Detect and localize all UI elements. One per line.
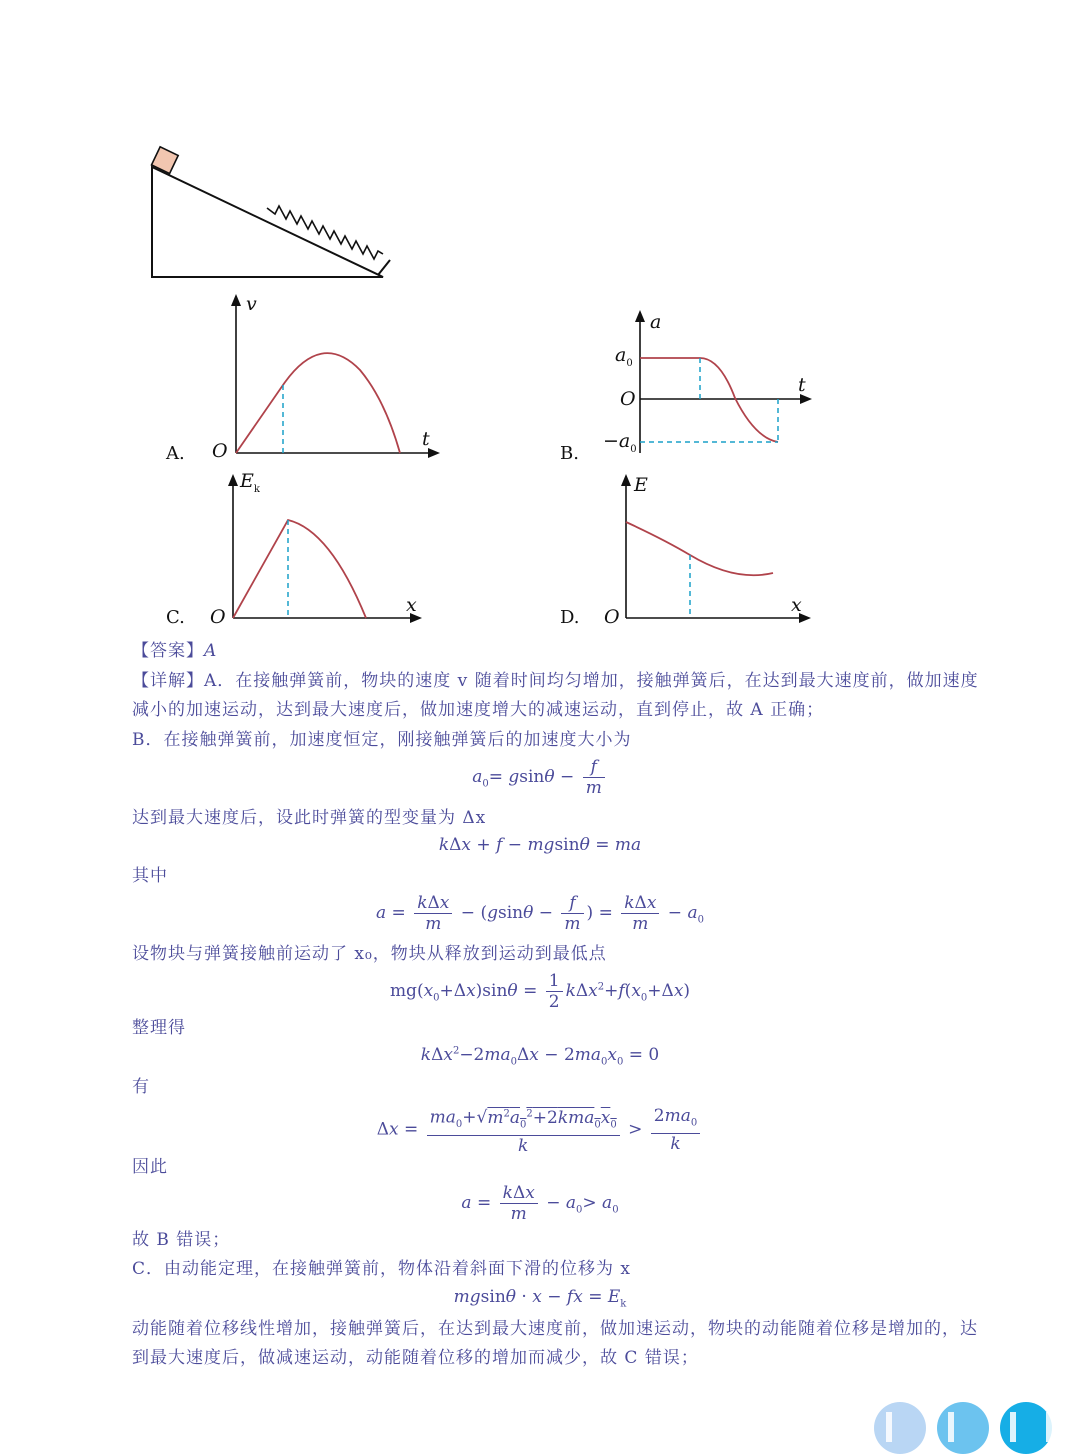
detail-paragraph-a: 【详解】A．在接触弹簧前，物块的速度 v 随着时间均匀增加，接触弹簧后，在达到最大速度前，做加速度减小的加速运动，达到最大速度后，做加速度增大的减速运动，直到停止，故 A 正确； bbox=[132, 671, 979, 720]
velocity-curve bbox=[236, 353, 400, 453]
graph-c bbox=[200, 470, 430, 630]
incline-triangle bbox=[152, 167, 383, 277]
graph-b-neg-a0-label: $-a_0$ bbox=[603, 430, 637, 455]
detail-paragraph-k: 动能随着位移线性增加，接触弹簧后，在达到最大速度前，做加速运动，物块的动能随着位移是增加的，达到最大速度后，做减速运动，动能随着位移的增加而减少，故 C 错误； bbox=[132, 1319, 978, 1368]
detail-paragraph-f: 整理得 bbox=[132, 1018, 186, 1038]
formula-energy: $mg(x_0+\Delta x)\sin\theta$ = $\frac{1}{2}$ $k\Delta x^2+f(x_0+\Delta x)$ bbox=[389, 971, 691, 1012]
graph-a-origin: O bbox=[212, 440, 228, 462]
graph-b-origin: O bbox=[620, 388, 636, 410]
decorative-dots bbox=[860, 1398, 1080, 1456]
graph-d-origin: O bbox=[604, 606, 620, 628]
graph-c-y-label: $E_k$ bbox=[240, 470, 260, 495]
formula-delta-x: Δx = $\frac{ma_0+√m^2a_0^2+2kma_0x_0}{k}$ > $\frac{2ma_0}{k}$ bbox=[0, 1104, 1080, 1156]
graph-d-x-label: x bbox=[791, 594, 802, 616]
formula-work-energy: mgsinθ · x − fx = $E_k$ bbox=[453, 1287, 627, 1310]
stopper bbox=[378, 260, 390, 275]
detail-paragraph-h: 因此 bbox=[132, 1157, 168, 1177]
detail-paragraph-e: 设物块与弹簧接触前运动了 x₀，物块从释放到运动到最低点 bbox=[132, 944, 607, 964]
graph-a bbox=[200, 290, 450, 470]
option-a-letter: A. bbox=[166, 443, 185, 464]
spring bbox=[267, 206, 383, 259]
formula-force-balance: kΔx + f − mgsinθ = ma bbox=[438, 835, 642, 855]
incline-diagram bbox=[140, 140, 400, 290]
acceleration-curve bbox=[640, 358, 778, 442]
graph-b-y-label: a bbox=[650, 311, 662, 333]
mechanical-energy-curve bbox=[626, 522, 773, 575]
detail-paragraph-d: 其中 bbox=[132, 866, 168, 886]
formula-acc-compare: a = $\frac{\text{kΔx}}{m}$ − $a_0> a_0$ bbox=[461, 1183, 619, 1224]
option-d-letter: D. bbox=[560, 607, 580, 628]
detail-paragraph-i: 故 B 错误； bbox=[132, 1230, 231, 1250]
detail-paragraph-g: 有 bbox=[132, 1077, 150, 1097]
graph-b-x-label: t bbox=[798, 374, 806, 396]
option-c-letter: C. bbox=[166, 607, 185, 628]
graph-a-y-label: v bbox=[246, 293, 257, 315]
detail-paragraph-b: B．在接触弹簧前，加速度恒定，刚接触弹簧后的加速度大小为 bbox=[132, 730, 632, 750]
graph-c-x-label: x bbox=[406, 594, 417, 616]
graph-b-a0-label: $a_0$ bbox=[615, 344, 633, 369]
formula-acceleration: a = $\frac{\text{kΔx}}{m}$ − (gsinθ − $\frac{f}{m}$ ) = $\frac{\text{kΔx}}{m}$ − $a_0$ bbox=[376, 893, 704, 934]
graph-a-x-label: t bbox=[422, 428, 430, 450]
answer-line: 【答案】A bbox=[132, 641, 218, 661]
graph-c-origin: O bbox=[210, 606, 226, 628]
detail-paragraph-c: 达到最大速度后，设此时弹簧的型变量为 Δx bbox=[132, 808, 487, 828]
detail-paragraph-j: C．由动能定理，在接触弹簧前，物体沿着斜面下滑的位移为 x bbox=[132, 1259, 631, 1279]
formula-a0: $a_0= gsin\theta$ − $\frac{f}{m}$ bbox=[0, 757, 1080, 798]
option-b-letter: B. bbox=[560, 443, 579, 464]
kinetic-energy-curve bbox=[233, 520, 366, 618]
graph-d-y-label: E bbox=[634, 474, 648, 496]
formula-quadratic: $k\Delta x^2-2ma_0\Delta x - 2ma_0x_0 = 0$ bbox=[420, 1045, 660, 1068]
